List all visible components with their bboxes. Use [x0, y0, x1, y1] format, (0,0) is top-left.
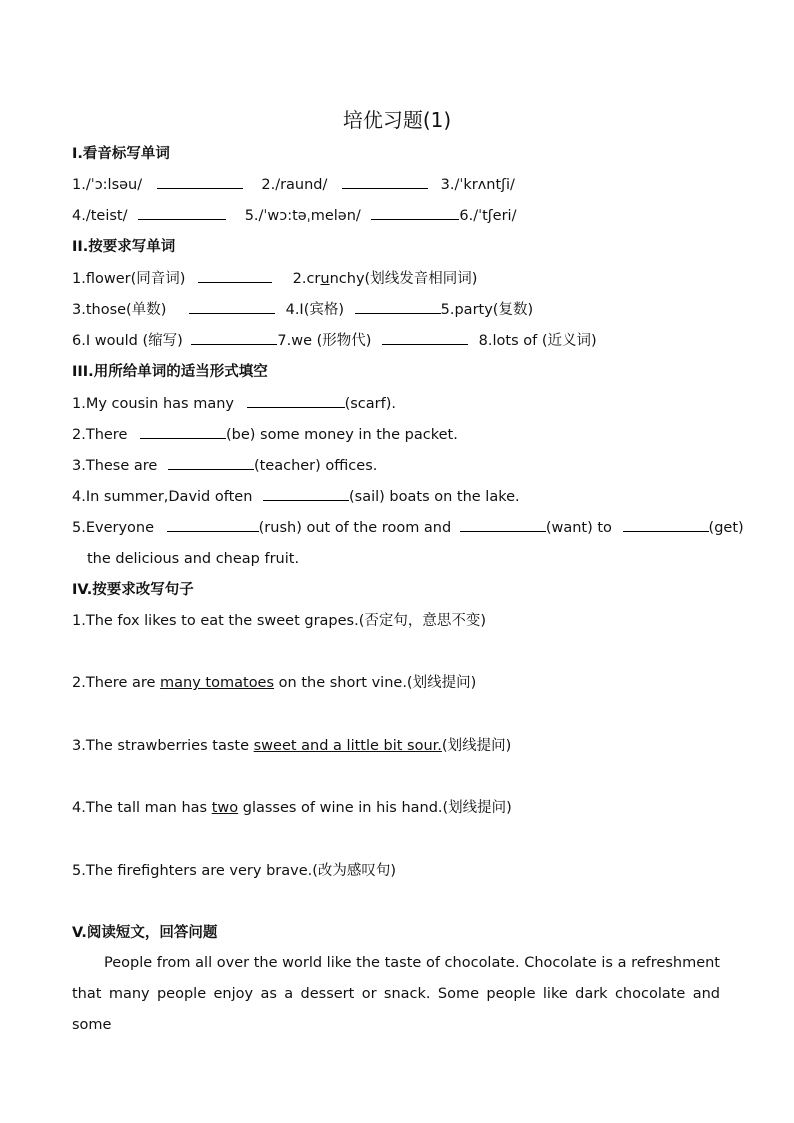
question-3-4	[72, 486, 520, 507]
answer-blank[interactable]	[140, 424, 226, 439]
answer-blank-3[interactable]	[189, 299, 275, 314]
question-hint: (be) some money in the packet.	[225, 427, 458, 443]
item-3-phonetic: 3./ˈkrʌntʃi/	[440, 177, 515, 193]
answer-blank-4[interactable]	[355, 299, 441, 314]
item-6-prompt: 6.I would (缩写)	[72, 333, 183, 349]
item-4-prompt: 4.I(宾格)	[285, 302, 345, 318]
question-3-1	[72, 393, 396, 414]
question-hint-get: (get)	[708, 520, 744, 536]
question-hint: (scarf).	[344, 396, 396, 412]
question-text: 5.Everyone	[72, 520, 155, 536]
item-1-prompt: 1.flower(同音词)	[72, 271, 186, 287]
question-text-start: 2.There are	[72, 675, 156, 691]
question-text-end: glasses of wine in his hand.(划线提问)	[242, 800, 512, 816]
underlined-phrase: two	[211, 800, 239, 816]
item-8-prompt: 8.lots of (近义词)	[478, 333, 597, 349]
item-1-phonetic: 1./ˈɔ:lsəu/	[72, 177, 143, 193]
section-4-heading: IV.按要求改写句子	[72, 582, 194, 598]
question-4-3	[72, 736, 511, 756]
question-3-5-continued: the delicious and cheap fruit.	[87, 551, 300, 567]
question-4-4	[72, 798, 512, 818]
answer-blank[interactable]	[247, 393, 345, 408]
page-title: 培优习题(1)	[342, 108, 452, 132]
item-4-phonetic: 4./teist/	[72, 208, 128, 224]
answer-blank[interactable]	[168, 455, 254, 470]
question-4-5: 5.The firefighters are very brave.(改为感叹句)	[72, 863, 397, 879]
answer-blank-rush[interactable]	[167, 517, 259, 532]
question-hint-rush: (rush) out of the room and	[258, 520, 452, 536]
section-2-line-1	[72, 268, 477, 289]
item-7-prompt: 7.we (形物代)	[277, 333, 372, 349]
question-text-start: 3.The strawberries taste	[72, 738, 249, 754]
item-6-phonetic: 6./ˈtʃeri/	[459, 208, 517, 224]
question-hint: (teacher) offices.	[253, 458, 378, 474]
answer-blank-6[interactable]	[191, 330, 277, 345]
question-hint-want: (want) to	[545, 520, 612, 536]
question-text: 4.In summer,David often	[72, 489, 253, 505]
question-3-3	[72, 455, 377, 476]
question-text-end: on the short vine.(划线提问)	[278, 675, 477, 691]
section-2-line-2	[72, 299, 533, 320]
section-1-heading: I.看音标写单词	[72, 146, 170, 162]
item-2-prompt-start: 2.cr	[292, 271, 321, 287]
question-text-end: (划线提问)	[441, 738, 512, 754]
question-hint: (sail) boats on the lake.	[349, 489, 520, 505]
question-text: 3.These are	[72, 458, 158, 474]
answer-blank-1[interactable]	[157, 174, 243, 189]
section-2-heading: II.按要求写单词	[72, 239, 176, 255]
question-text: 2.There	[72, 427, 128, 443]
section-2-line-3	[72, 330, 597, 351]
item-2-phonetic: 2./raund/	[261, 177, 328, 193]
question-4-1: 1.The fox likes to eat the sweet grapes.(否定句，意思不变)	[72, 613, 487, 629]
section-1-line-2	[72, 205, 516, 226]
underlined-phrase: sweet and a little bit sour.	[253, 738, 442, 754]
answer-blank-4[interactable]	[138, 205, 226, 220]
question-3-2	[72, 424, 458, 445]
answer-blank-2[interactable]	[342, 174, 428, 189]
item-2-underlined-letter: u	[320, 271, 330, 287]
question-text-start: 4.The tall man has	[72, 800, 208, 816]
answer-blank-5[interactable]	[371, 205, 459, 220]
section-5-heading: V.阅读短文，回答问题	[72, 925, 218, 941]
answer-blank[interactable]	[263, 486, 349, 501]
question-text: 1.My cousin has many	[72, 396, 234, 412]
section-1-line-1	[72, 174, 515, 195]
answer-blank-get[interactable]	[623, 517, 709, 532]
section-3-heading: III.用所给单词的适当形式填空	[72, 364, 268, 380]
answer-blank-7[interactable]	[382, 330, 468, 345]
item-3-prompt: 3.those(单数)	[72, 302, 167, 318]
reading-passage: People from all over the world like the taste of chocolate. Chocolate is a refreshment that many people enjoy as a dessert or snack. Some people like dark chocolate and some	[72, 955, 720, 1033]
answer-blank-want[interactable]	[460, 517, 546, 532]
answer-blank-1[interactable]	[198, 268, 272, 283]
underlined-phrase: many tomatoes	[160, 675, 275, 691]
item-2-prompt-end: nchy(划线发音相同词)	[329, 271, 478, 287]
question-4-2	[72, 673, 476, 693]
item-5-phonetic: 5./ˈwɔ:təˌmelən/	[244, 208, 361, 224]
question-3-5	[72, 517, 744, 538]
item-5-prompt: 5.party(复数)	[440, 302, 534, 318]
